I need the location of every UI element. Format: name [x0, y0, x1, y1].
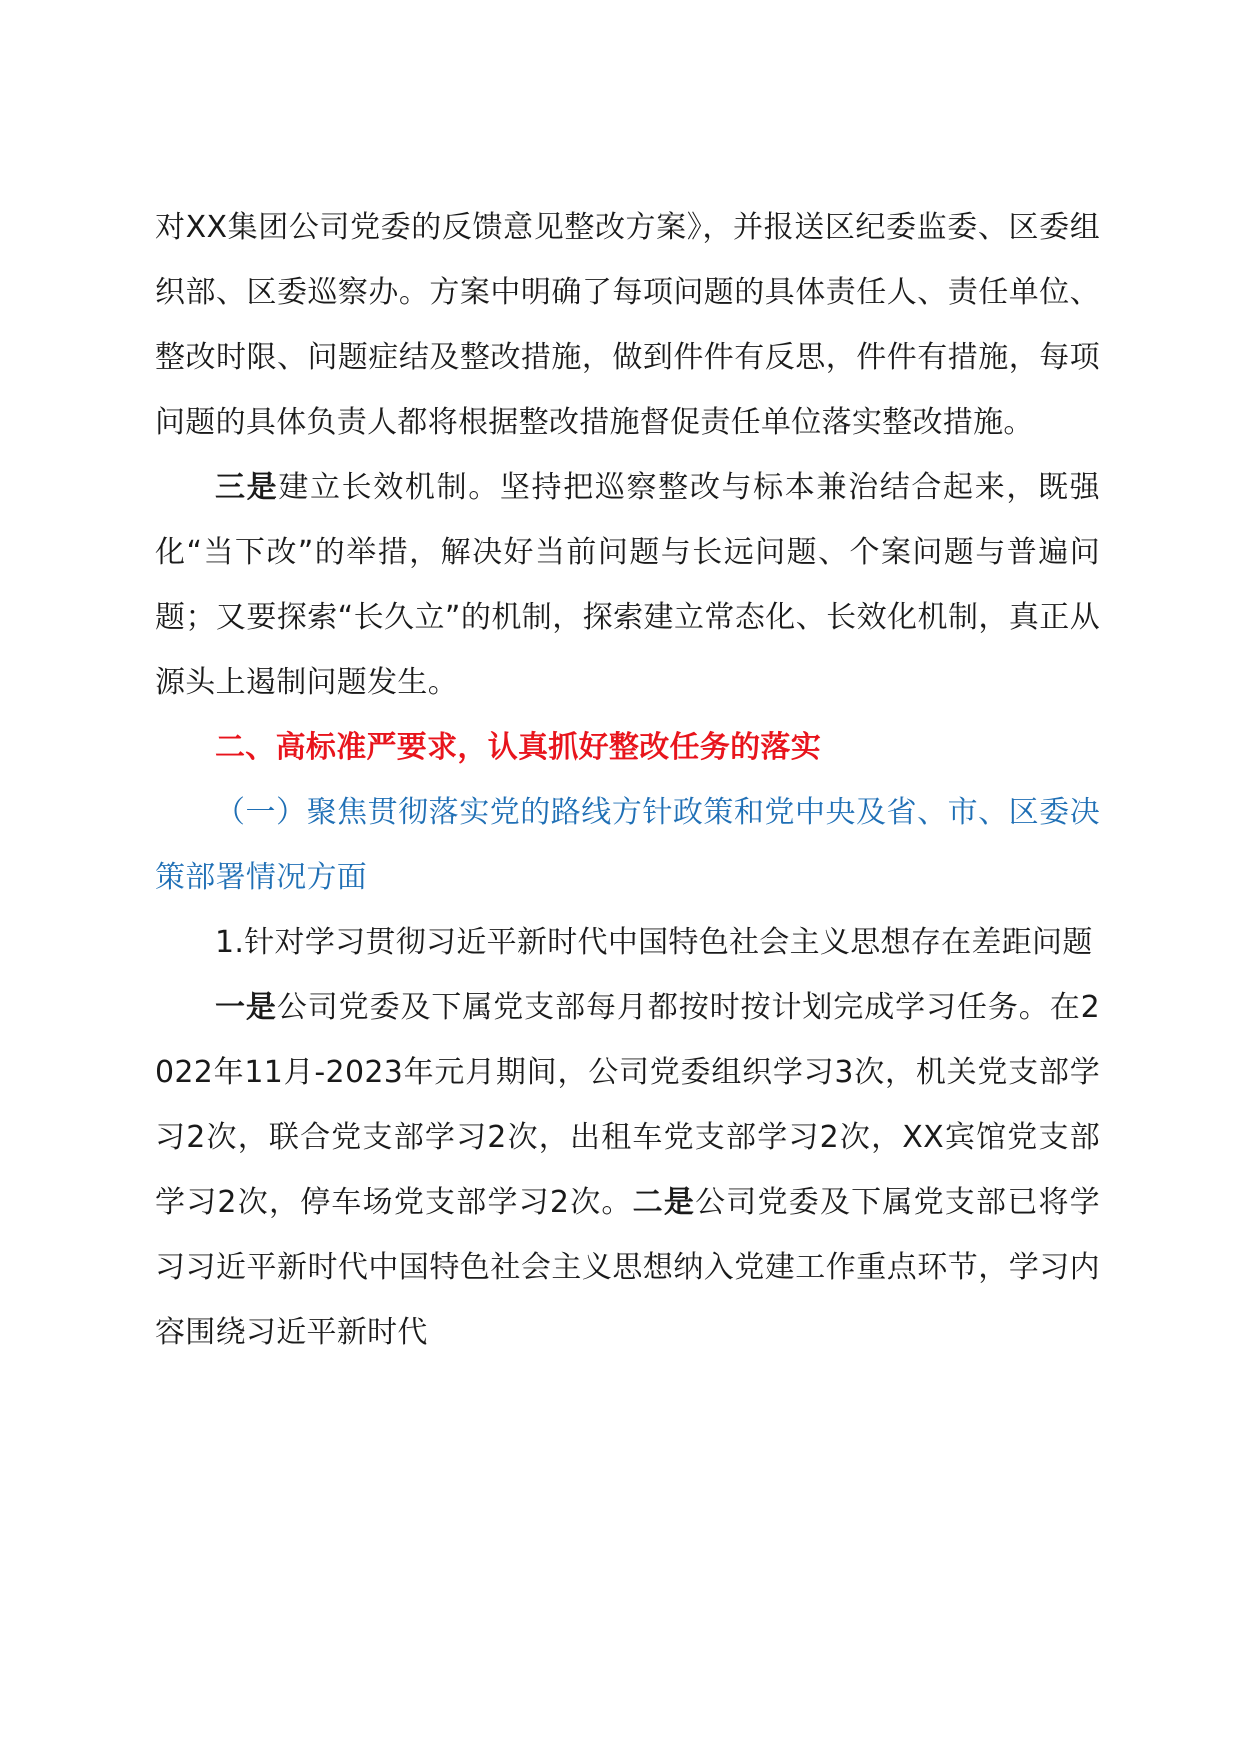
- paragraph-lead-2: 二是: [632, 1185, 696, 1220]
- document-body: [155, 195, 1100, 1365]
- item-heading-1: [155, 910, 1100, 975]
- paragraph-text: 对XX集团公司党委的反馈意见整改方案》，并报送区纪委监委、区委组织部、区委巡察办。方案中明确了每项问题的具体责任人、责任单位、整改时限、问题症结及整改措施，做到件件有反思，件件有措施，每项问题的具体负责人都将根据整改措施督促责任单位落实整改措施。: [155, 210, 1100, 440]
- heading-text: 二、高标准严要求，认真抓好整改任务的落实: [215, 730, 821, 765]
- paragraph-study-tasks: [155, 975, 1100, 1365]
- paragraph-text: 公司党委及下属党支部每月都按时按计划完成学习任务。在2022年11月-2023年元月期间，公司党委组织学习3次，机关党支部学习2次，联合党支部学习2次，出租车党支部学习2次，XX宾馆党支部学习2次，停车场党支部学习2次。: [155, 990, 1101, 1220]
- paragraph-text-2: 公司党委及下属党支部已将学习习近平新时代中国特色社会主义思想纳入党建工作重点环节，学习内容围绕习近平新时代: [155, 1185, 1100, 1350]
- heading-text: （一）聚焦贯彻落实党的路线方针政策和党中央及省、市、区委决策部署情况方面: [155, 795, 1100, 895]
- paragraph-lead: 一是: [215, 990, 277, 1025]
- paragraph-text: 建立长效机制。坚持把巡察整改与标本兼治结合起来，既强化“当下改”的举措，解决好当前问题与长远问题、个案问题与普遍问题；又要探索“长久立”的机制，探索建立常态化、长效化机制，真正从源头上遏制问题发生。: [155, 470, 1100, 700]
- paragraph-long-term-mechanism: [155, 455, 1100, 715]
- subsection-heading-1: [155, 780, 1100, 910]
- section-heading-2: [155, 715, 1100, 780]
- paragraph-rectification-plan: [155, 195, 1100, 455]
- paragraph-lead: 三是: [215, 470, 279, 505]
- item-text: 1.针对学习贯彻习近平新时代中国特色社会主义思想存在差距问题: [215, 925, 1093, 960]
